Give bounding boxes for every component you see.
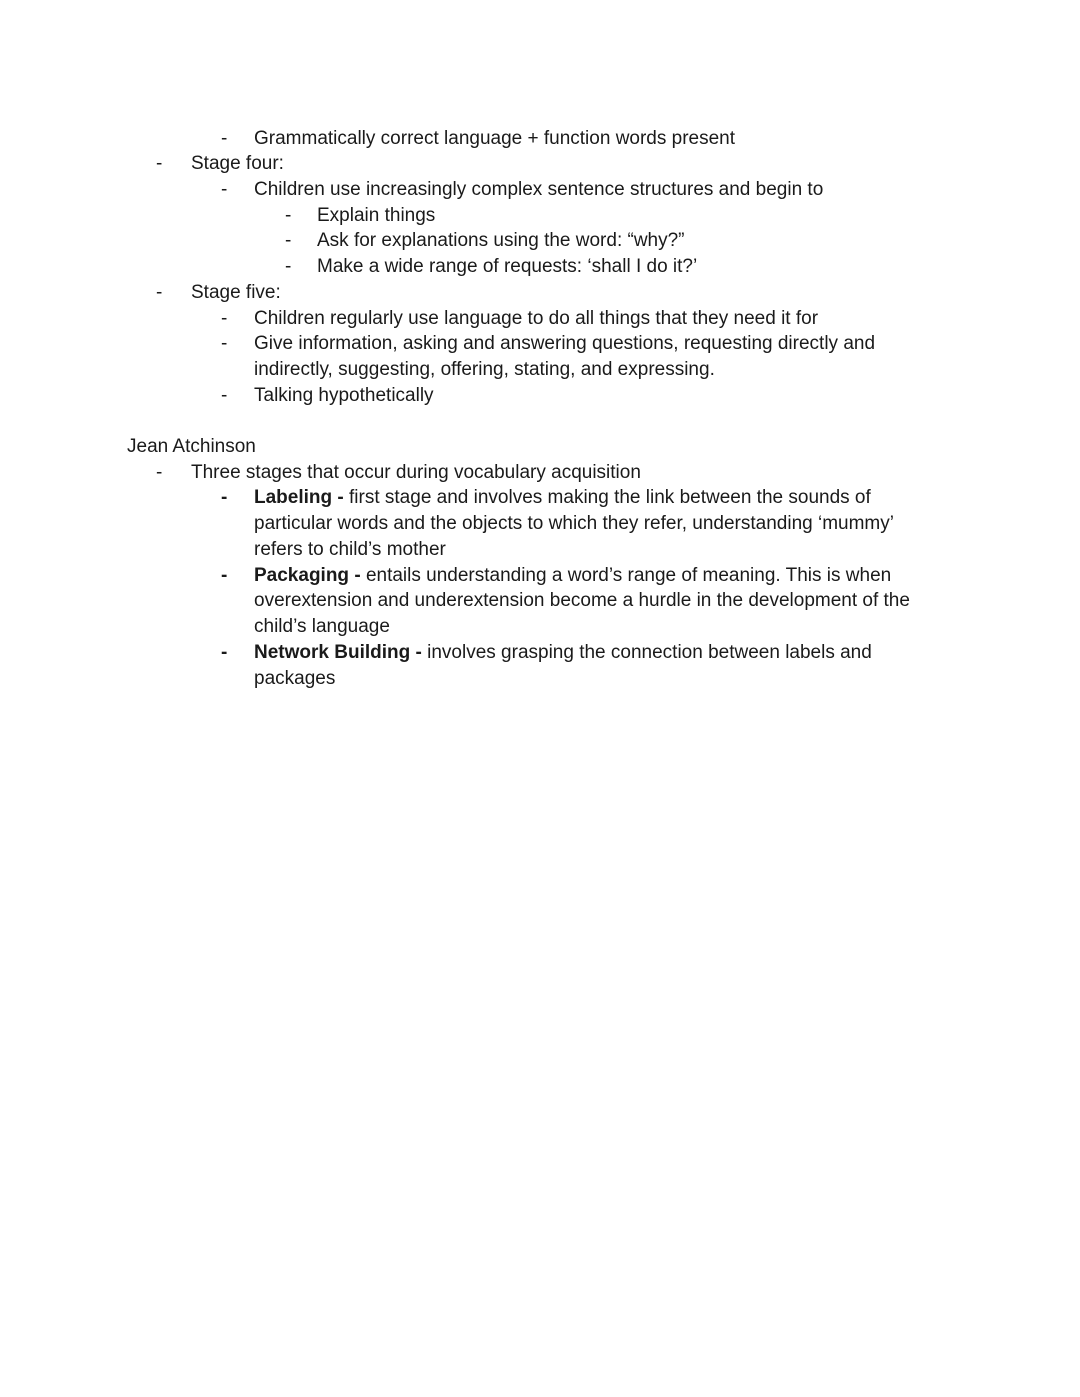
list-subitem: Explain things (317, 205, 436, 226)
stage-text: overextension and underextension become a hurdle in the development of the (254, 590, 910, 611)
bullet-dash: - (221, 333, 228, 354)
term-network-building: Network Building (254, 642, 411, 663)
stage-text: child’s language (254, 616, 390, 637)
stage-five-heading: Stage five: (191, 282, 281, 303)
list-item-continuation: indirectly, suggesting, offering, stating, and expressing. (254, 359, 715, 380)
term-separator: - (410, 642, 428, 663)
stage-network-building (254, 640, 872, 666)
list-item: Give information, asking and answering questions, requesting directly and (254, 333, 876, 354)
term-labeling: Labeling (254, 487, 333, 508)
bullet-dash: - (285, 256, 292, 277)
bullet-dash: - (221, 642, 228, 663)
bullet-dash: - (221, 487, 228, 508)
stage-text: involves grasping the connection between labels and (427, 642, 872, 663)
list-subitem: Make a wide range of requests: ‘shall I do it?’ (317, 256, 698, 277)
section-heading: Jean Atchinson (127, 436, 256, 457)
list-item: Children use increasingly complex sentence structures and begin to (254, 179, 824, 200)
list-item: Grammatically correct language + function words present (254, 128, 736, 149)
term-separator: - (349, 565, 366, 586)
term-separator: - (332, 487, 350, 508)
stage-labeling (254, 485, 871, 511)
stage-text: refers to child’s mother (254, 539, 446, 560)
bullet-dash: - (285, 205, 292, 226)
bullet-dash: - (156, 153, 163, 174)
stage-text: entails understanding a word’s range of meaning. This is when (365, 565, 892, 586)
bullet-dash: - (221, 385, 228, 406)
bullet-dash: - (221, 565, 228, 586)
bullet-dash: - (221, 179, 228, 200)
list-item: Three stages that occur during vocabulary acquisition (191, 462, 641, 483)
stage-packaging (254, 563, 891, 589)
bullet-dash: - (156, 282, 163, 303)
list-subitem: Ask for explanations using the word: “why?” (317, 230, 685, 251)
term-packaging: Packaging (254, 565, 350, 586)
bullet-dash: - (221, 308, 228, 329)
bullet-dash: - (221, 128, 228, 149)
bullet-dash: - (156, 462, 163, 483)
bullet-dash: - (285, 230, 292, 251)
list-item: Talking hypothetically (254, 385, 434, 406)
stage-text: first stage and involves making the link between the sounds of (349, 487, 871, 508)
stage-four-heading: Stage four: (191, 153, 284, 174)
list-item: Children regularly use language to do all things that they need it for (254, 308, 819, 329)
stage-text: packages (254, 668, 336, 689)
stage-text: particular words and the objects to which they refer, understanding ‘mummy’ (254, 513, 894, 534)
